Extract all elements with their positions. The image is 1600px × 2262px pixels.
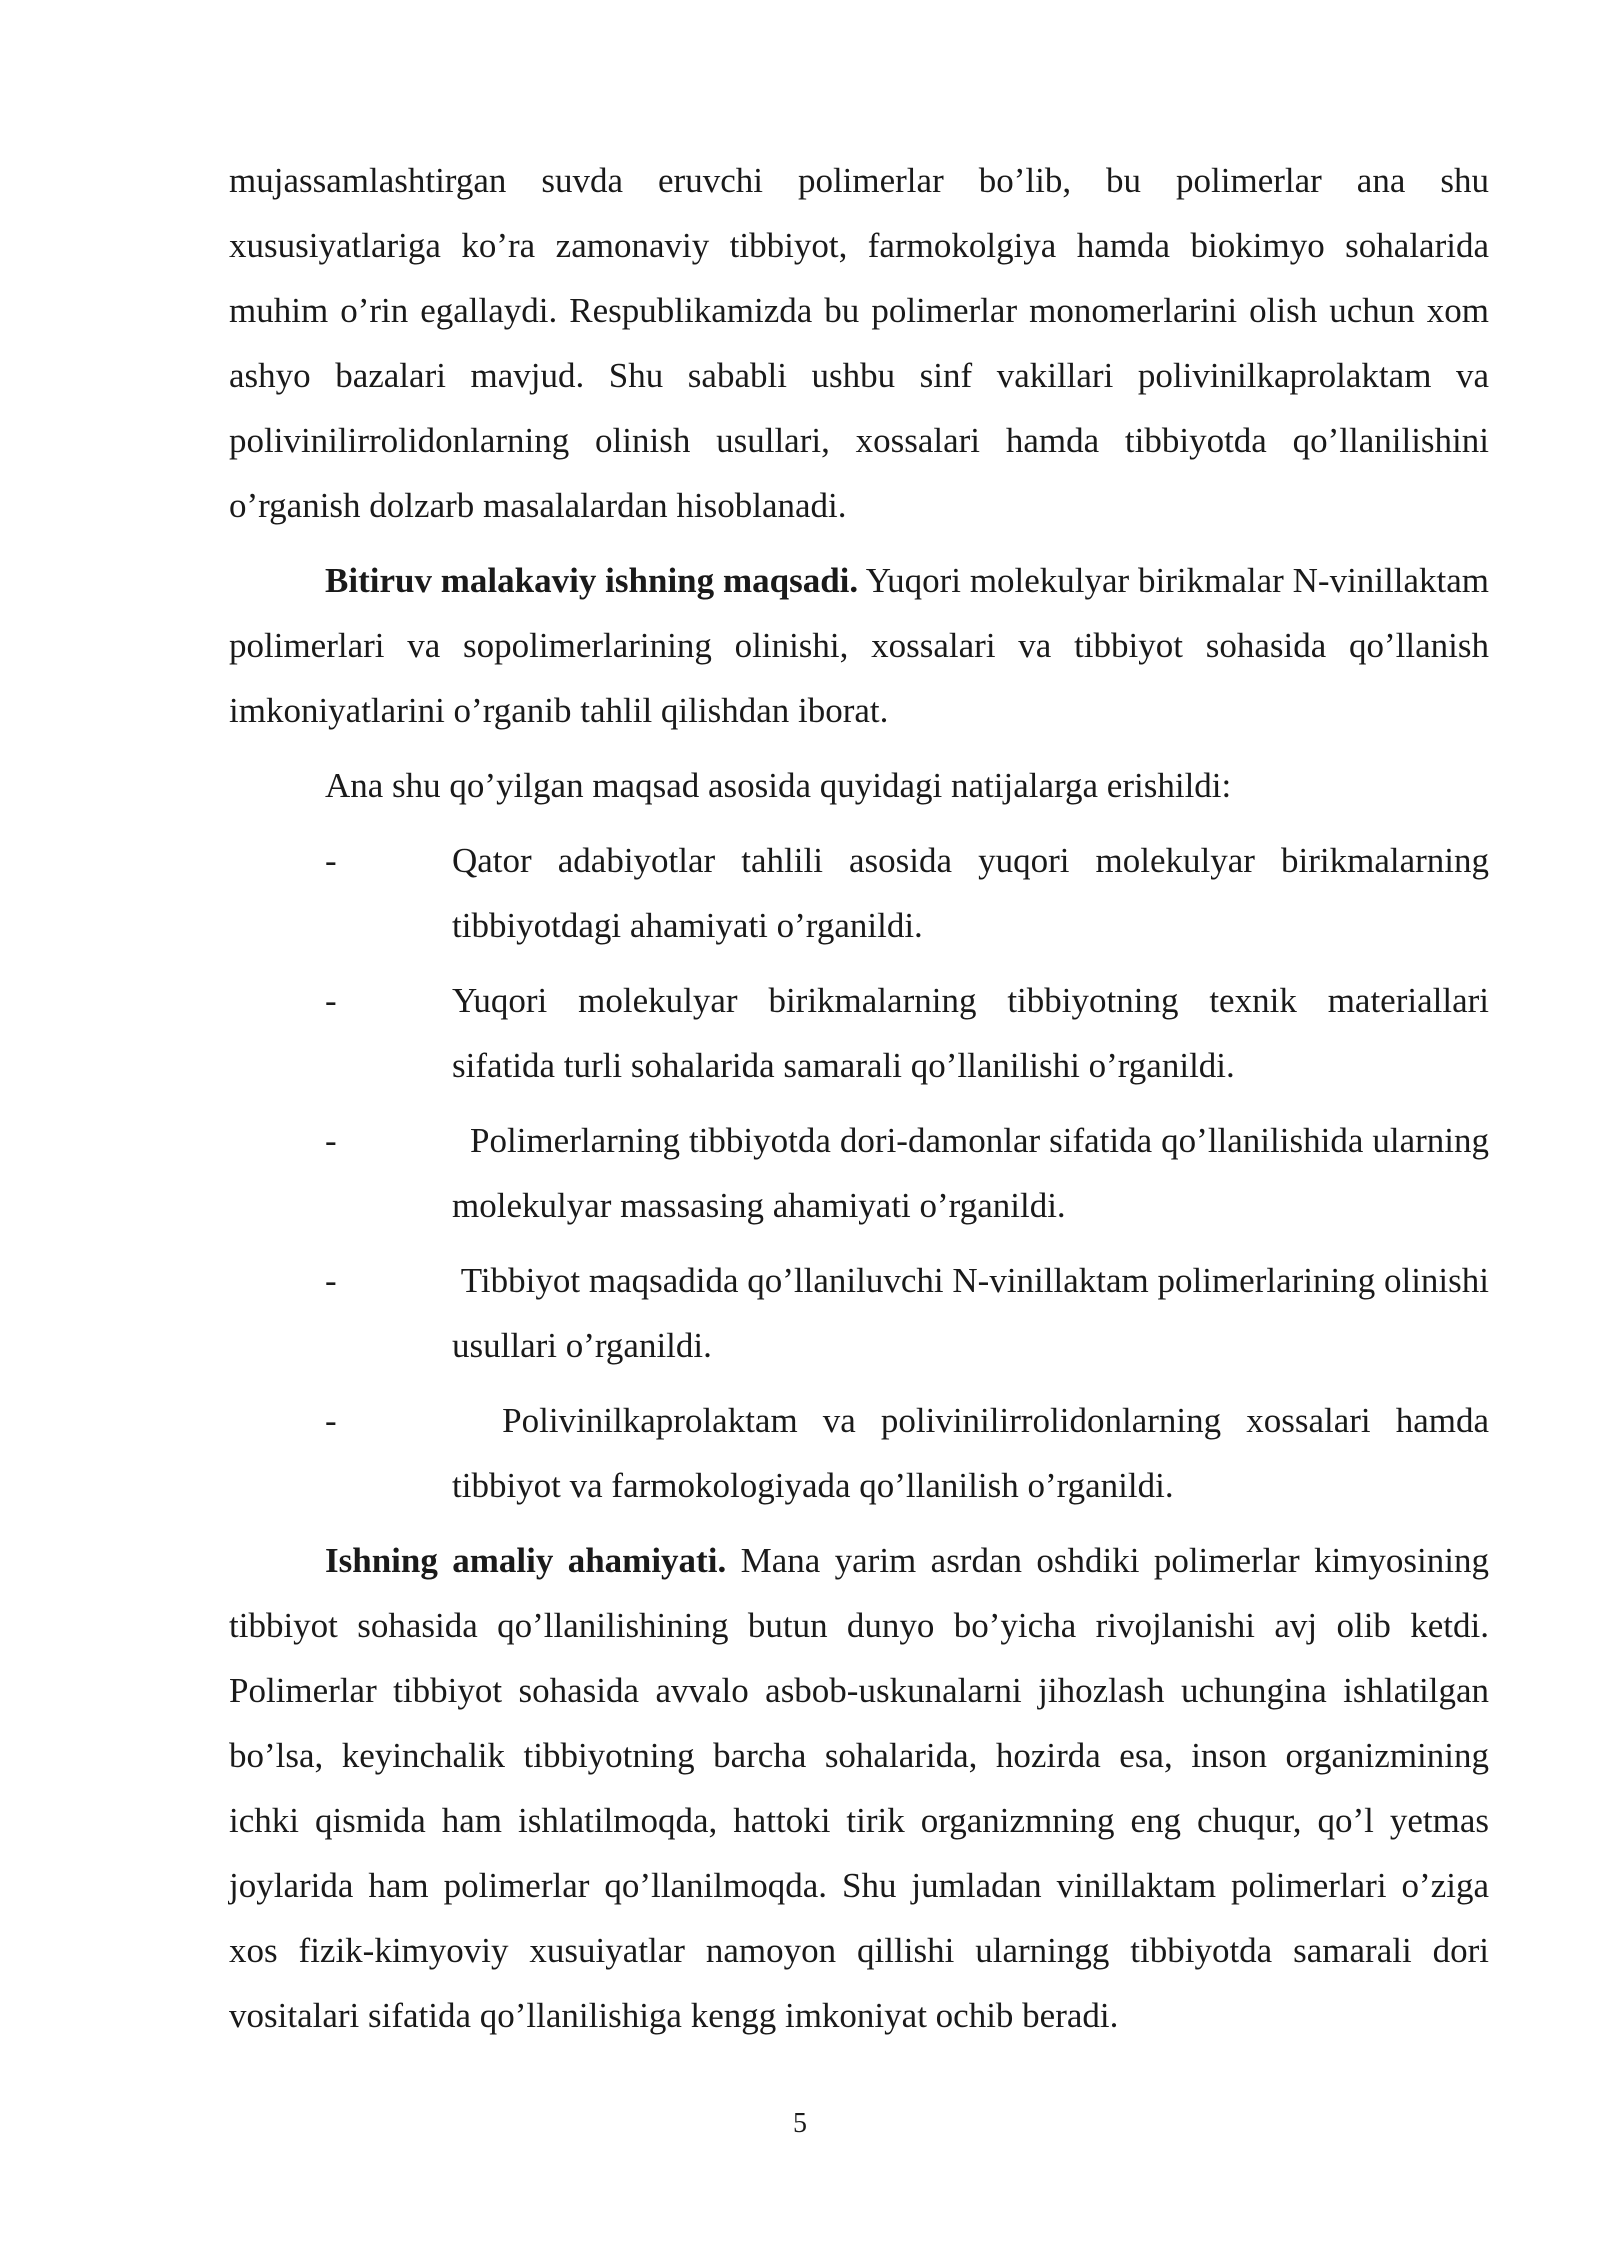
document-page <box>229 148 1507 2048</box>
paragraph-goal <box>229 548 1489 743</box>
list-item-text: Polimerlarning tibbiyotda dori-damonlar sifatida qo’llanilishida ularning molekulyar massasing ahamiyati o’rganildi. <box>452 1121 1498 1225</box>
paragraph-intro: mujassamlashtirgan suvda eruvchi polimerlar bo’lib, bu polimerlar ana shu xususiyatlariga ko’ra zamonaviy tibbiyot, farmokolgiya hamda biokimyo sohalarida muhim o’rin egallaydi. Respublikamizda bu polimerlar monomerlarini olish uchun xom ashyo bazalari mavjud. Shu sababli ushbu sinf vakillari polivinilkaprolaktam va polivinilirrolidonlarning olinish usullari, xossalari hamda tibbiyotda qo’llanilishini o’rganish dolzarb masalalardan hisoblanadi. <box>229 161 1489 525</box>
list-item <box>229 828 1489 958</box>
list-item <box>229 968 1489 1098</box>
list-item <box>229 1248 1498 1378</box>
list-item-text: Polivinilkaprolaktam va polivinilirrolidonlarning xossalari hamda tibbiyot va farmokologiyada qo’llanilish o’rganildi. <box>452 1401 1507 1505</box>
list-dash: - <box>325 1261 337 1300</box>
practical-text: Mana yarim asrdan oshdiki polimerlar kimyosining tibbiyot sohasida qo’llanilishining butun dunyo bo’yicha rivojlanishi avj olib ketdi. Polimerlar tibbiyot sohasida avvalo asbob-uskunalarni jihozlash uchungina ishlatilgan bo’lsa, keyinchalik tibbiyotning barcha sohalarida, hozirda esa, inson organizmining ichki qismida ham ishlatilmoqda, hattoki tirik organizmning eng chuqur, qo’l yetmas joylarida ham polimerlar qo’llanilmoqda. Shu jumladan vinillaktam polimerlari o’ziga xos fizik-kimyoviy xusuiyatlar namoyon qillishi ularningg tibbiyotda samarali dori vositalari sifatida qo’llanilishiga kengg imkoniyat ochib beradi. <box>229 1541 1489 2035</box>
list-dash: - <box>325 841 337 880</box>
list-item-text: Qator adabiyotlar tahlili asosida yuqori molekulyar birikmalarning tibbiyotdagi ahamiyati o’rganildi. <box>452 841 1489 945</box>
list-item <box>229 1388 1507 1518</box>
list-dash: - <box>325 1121 337 1160</box>
list-item <box>229 1108 1498 1238</box>
list-item-text: Tibbiyot maqsadida qo’llaniluvchi N-vinillaktam polimerlarining olinishi usullari o’rganildi. <box>452 1261 1498 1365</box>
results-list <box>229 828 1507 1518</box>
list-dash: - <box>325 1401 337 1440</box>
page-number: 5 <box>793 2108 807 2139</box>
goal-text: Yuqori molekulyar birikmalar N-vinillaktam polimerlari va sopolimerlarining olinishi, xossalari va tibbiyot sohasida qo’llanish imkoniyatlarini o’rganib tahlil qilishdan iborat. <box>229 561 1489 730</box>
goal-heading: Bitiruv malakaviy ishning maqsadi. <box>325 561 859 600</box>
list-item-text: Yuqori molekulyar birikmalarning tibbiyotning texnik materiallari sifatida turli sohalarida samarali qo’llanilishi o’rganildi. <box>452 981 1489 1085</box>
practical-heading: Ishning amaliy ahamiyati. <box>325 1541 727 1580</box>
paragraph-practical <box>229 1528 1489 2048</box>
paragraph-results-intro: Ana shu qo’yilgan maqsad asosida quyidagi natijalarga erishildi: <box>325 766 1232 805</box>
list-dash: - <box>325 981 337 1020</box>
